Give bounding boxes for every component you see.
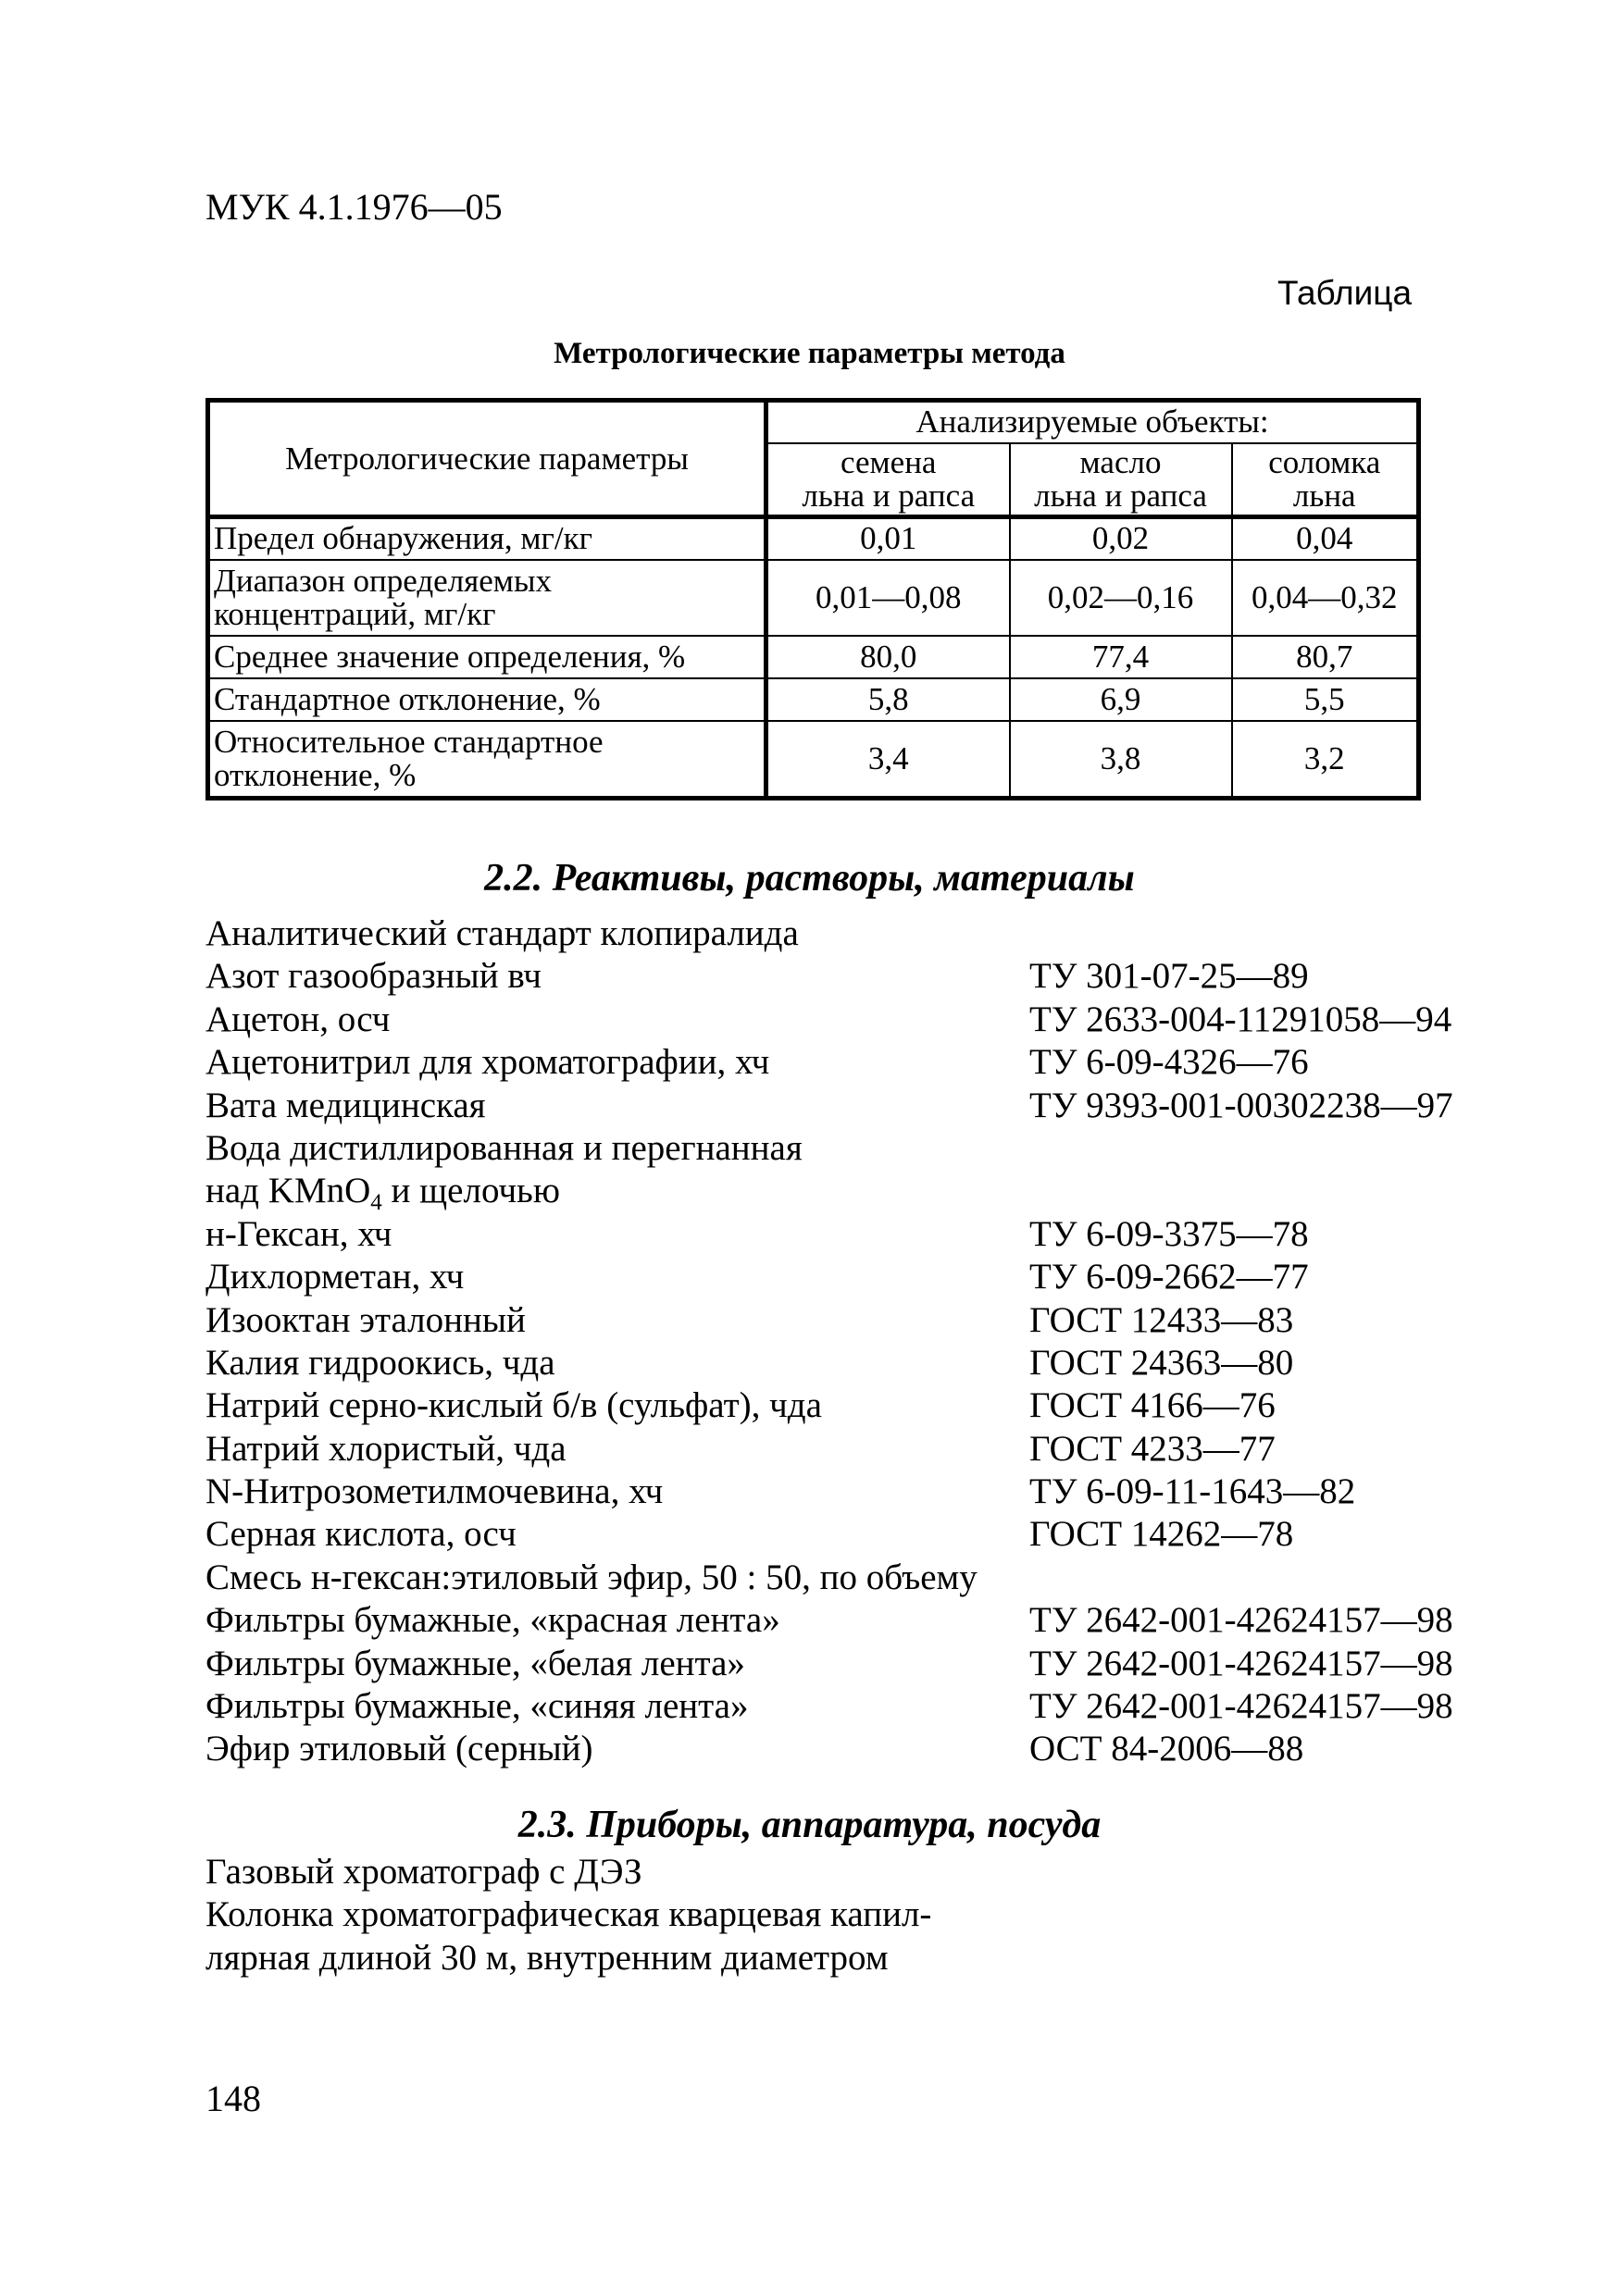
table-title: Метрологические параметры метода: [554, 337, 1065, 370]
list-item: Азот газообразный вч ТУ 301-07-25—89: [205, 956, 1309, 997]
list-item: Фильтры бумажные, «красная лента» ТУ 2642-001-42624157—98: [205, 1600, 1453, 1641]
list-item: Изооктан эталонный ГОСТ 12433—83: [205, 1299, 1294, 1340]
row-label: Диапазон определяемых концентраций, мг/кг: [208, 560, 766, 636]
table-cell: 5,8: [766, 678, 1010, 721]
table-row: [208, 560, 1419, 636]
table-cell: 77,4: [1010, 636, 1232, 678]
table-cell: 80,7: [1232, 636, 1419, 678]
reagents-list: [205, 912, 1464, 1771]
table-cell: 3,4: [766, 721, 1010, 799]
list-item: Эфир этиловый (серный) ОСТ 84-2006—88: [205, 1729, 1304, 1769]
column-header: соломка льна: [1232, 443, 1419, 517]
text-line: Газовый хроматограф с ДЭЗ: [205, 1852, 642, 1892]
page-number: 148: [205, 2078, 261, 2119]
list-item: Фильтры бумажные, «белая лента» ТУ 2642-001-42624157—98: [205, 1643, 1453, 1683]
list-item: Серная кислота, осч ГОСТ 14262—78: [205, 1514, 1294, 1555]
row-label: Относительное стандартное отклонение, %: [208, 721, 766, 799]
table-cell: 0,02: [1010, 517, 1232, 560]
row-label: Предел обнаружения, мг/кг: [208, 517, 766, 560]
list-item: Смесь н-гексан:этиловый эфир, 50 : 50, по объему: [205, 1557, 978, 1597]
table-cell: 5,5: [1232, 678, 1419, 721]
table-cell: 0,01: [766, 517, 1010, 560]
column-header: семена льна и рапса: [766, 443, 1010, 517]
list-item: N-Нитрозометилмочевина, хч ТУ 6-09-11-1643—82: [205, 1471, 1356, 1512]
list-item: Ацетонитрил для хроматографии, хч ТУ 6-09-4326—76: [205, 1042, 1309, 1083]
table-cell: 0,04: [1232, 517, 1419, 560]
row-label: Среднее значение определения, %: [208, 636, 766, 678]
list-item-continuation: над KMnO$_4$ и щелочью: [205, 1171, 560, 1216]
metrological-parameters-table: [205, 398, 1421, 800]
objects-header-cell: Анализируемые объекты:: [766, 401, 1419, 443]
param-header-cell: Метрологические параметры: [208, 401, 766, 517]
equipment-text: [205, 1851, 931, 1980]
list-item: Ацетон, осч ТУ 2633-004-11291058—94: [205, 999, 1452, 1039]
list-item: Калия гидроокись, чда ГОСТ 24363—80: [205, 1342, 1294, 1383]
list-item: Дихлорметан, хч ТУ 6-09-2662—77: [205, 1257, 1309, 1297]
table-header-row: [208, 401, 1419, 443]
table-row: [208, 517, 1419, 560]
section-title-equipment: 2.3. Приборы, аппаратура, посуда: [517, 1804, 1102, 1846]
section-title-reagents: 2.2. Реактивы, растворы, материалы: [484, 857, 1135, 900]
table-label: Таблица: [1277, 274, 1413, 312]
table-cell: 6,9: [1010, 678, 1232, 721]
list-item: Натрий серно-кислый б/в (сульфат), чда ГОСТ 4166—76: [205, 1385, 1276, 1426]
list-item: Вата медицинская ТУ 9393-001-00302238—97: [205, 1085, 1453, 1125]
table-row: [208, 721, 1419, 799]
table-row: [208, 678, 1419, 721]
text-line: Колонка хроматографическая кварцевая капил-: [205, 1894, 932, 1935]
list-item: Аналитический стандарт клопиралида: [205, 913, 799, 953]
table-cell: 3,8: [1010, 721, 1232, 799]
text-line: лярная длиной 30 м, внутренним диаметром: [205, 1937, 889, 1978]
table-row: [208, 636, 1419, 678]
list-item: н-Гексан, хч ТУ 6-09-3375—78: [205, 1213, 1309, 1254]
table-cell: 80,0: [766, 636, 1010, 678]
list-item: Вода дистиллированная и перегнанная: [205, 1127, 803, 1168]
table-cell: 0,02—0,16: [1010, 560, 1232, 636]
list-item: Натрий хлористый, чда ГОСТ 4233—77: [205, 1428, 1276, 1469]
column-header: масло льна и рапса: [1010, 443, 1232, 517]
list-item: Фильтры бумажные, «синяя лента» ТУ 2642-001-42624157—98: [205, 1686, 1453, 1727]
row-label: Стандартное отклонение, %: [208, 678, 766, 721]
table-cell: 3,2: [1232, 721, 1419, 799]
document-code: МУК 4.1.1976—05: [205, 186, 503, 228]
table-cell: 0,01—0,08: [766, 560, 1010, 636]
table-cell: 0,04—0,32: [1232, 560, 1419, 636]
